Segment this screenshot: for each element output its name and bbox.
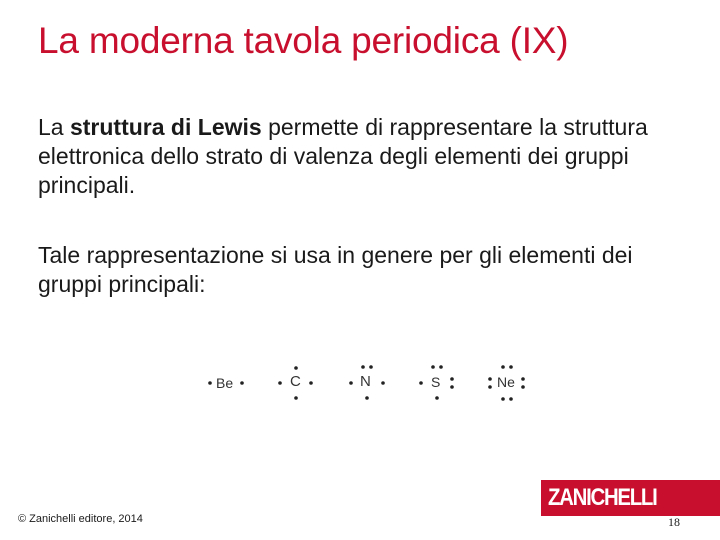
electron-dot — [521, 385, 525, 389]
electron-dot — [488, 377, 492, 381]
element-symbol: Be — [216, 375, 234, 391]
element-symbol: C — [290, 373, 301, 390]
electron-dot — [208, 381, 212, 385]
copyright-notice: © Zanichelli editore, 2014 — [18, 513, 143, 525]
electron-dot — [381, 381, 385, 385]
logo-text: ZANICHELLI — [548, 484, 657, 511]
electron-dot — [450, 385, 454, 389]
electron-dot — [294, 396, 298, 400]
electron-dot — [509, 365, 513, 369]
electron-dot — [509, 397, 513, 401]
lewis-structures-figure — [0, 358, 720, 408]
electron-dot — [361, 365, 365, 369]
paragraph-usage: Tale rappresentazione si usa in genere per gli elementi dei gruppi principali: — [38, 242, 633, 297]
highlight-term: struttura di Lewis — [69, 114, 262, 140]
publisher-logo — [541, 480, 720, 516]
electron-dot — [419, 381, 423, 385]
electron-dot — [369, 365, 373, 369]
electron-dot — [521, 377, 525, 381]
electron-dot — [349, 381, 353, 385]
electron-dot — [240, 381, 244, 385]
slide-title: La moderna tavola periodica (IX) — [38, 20, 569, 61]
electron-dot — [488, 385, 492, 389]
element-symbol: N — [360, 373, 371, 390]
element-symbol: S — [431, 374, 441, 390]
paragraph-suffix: permette di rappresentare la struttura elettronica dello strato di valenza degli elementi dei gruppi principali. — [38, 114, 648, 198]
paragraph-lewis-definition — [38, 113, 678, 200]
element-symbol: Ne — [497, 374, 515, 390]
electron-dot — [294, 366, 298, 370]
valence-electron-dots — [0, 358, 720, 408]
electron-dot — [365, 396, 369, 400]
electron-dot — [501, 397, 505, 401]
electron-dot — [431, 365, 435, 369]
electron-dot — [439, 365, 443, 369]
electron-dot — [435, 396, 439, 400]
electron-dot — [309, 381, 313, 385]
paragraph-prefix: La — [38, 114, 70, 140]
page-number: 18 — [668, 515, 680, 529]
electron-dot — [278, 381, 282, 385]
electron-dot — [450, 377, 454, 381]
electron-dot — [501, 365, 505, 369]
